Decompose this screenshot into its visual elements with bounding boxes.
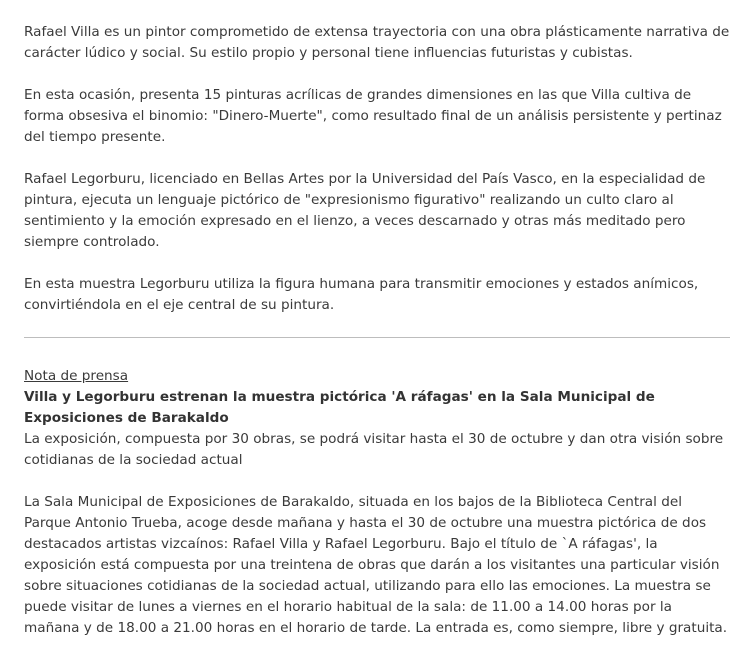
press-release-header <box>24 366 730 471</box>
intro-paragraph-villa: Rafael Villa es un pintor comprometido de extensa trayectoria con una obra plásticamente narrativa de carácter lúdico y social. Su estilo propio y personal tiene influencias futuristas y cubistas. <box>24 24 730 61</box>
press-title: Villa y Legorburu estrenan la muestra pictórica 'A ráfagas' en la Sala Municipal de Exposiciones de Barakaldo <box>24 389 655 426</box>
article-content <box>24 22 730 660</box>
intro-paragraph-villa-works: En esta ocasión, presenta 15 pinturas acrílicas de grandes dimensiones en las que Villa cultiva de forma obsesiva el binomio: "Dinero-Muerte", como resultado final de un análisis persistente y pertinaz del tiempo presente. <box>24 87 722 145</box>
press-note-label: Nota de prensa <box>24 368 129 384</box>
press-subtitle: La exposición, compuesta por 30 obras, se podrá visitar hasta el 30 de octubre y dan otra visión sobre cotidianas de la sociedad actual <box>24 431 724 468</box>
intro-paragraph-legorburu-works: En esta muestra Legorburu utiliza la figura humana para transmitir emociones y estados anímicos, convirtiéndola en el eje central de su pintura. <box>24 276 699 313</box>
press-body-paragraph: La Sala Municipal de Exposiciones de Barakaldo, situada en los bajos de la Biblioteca Central del Parque Antonio Trueba, acoge desde mañana y hasta el 30 de octubre una muestra pictórica de dos destacados artistas vizcaínos: Rafael Villa y Rafael Legorburu. Bajo el título de `A ráfagas', la exposición está compuesta por una treintena de obras que darán a los visitantes una particular visión sobre situaciones cotidianas de la sociedad actual, utilizando para ello las emociones. La muestra se puede visitar de lunes a viernes en el horario habitual de la sala: de 11.00 a 14.00 horas por la mañana y de 18.00 a 21.00 horas en el horario de tarde. La entrada es, como siempre, libre y gratuita. <box>24 494 728 636</box>
intro-paragraph-legorburu: Rafael Legorburu, licenciado en Bellas Artes por la Universidad del País Vasco, en la especialidad de pintura, ejecuta un lenguaje pictórico de "expresionismo figurativo" realizando un culto claro al sentimiento y la emoción expresado en el lienzo, a veces descarnado y otras más meditado pero siempre controlado. <box>24 171 706 250</box>
section-divider <box>24 337 730 338</box>
